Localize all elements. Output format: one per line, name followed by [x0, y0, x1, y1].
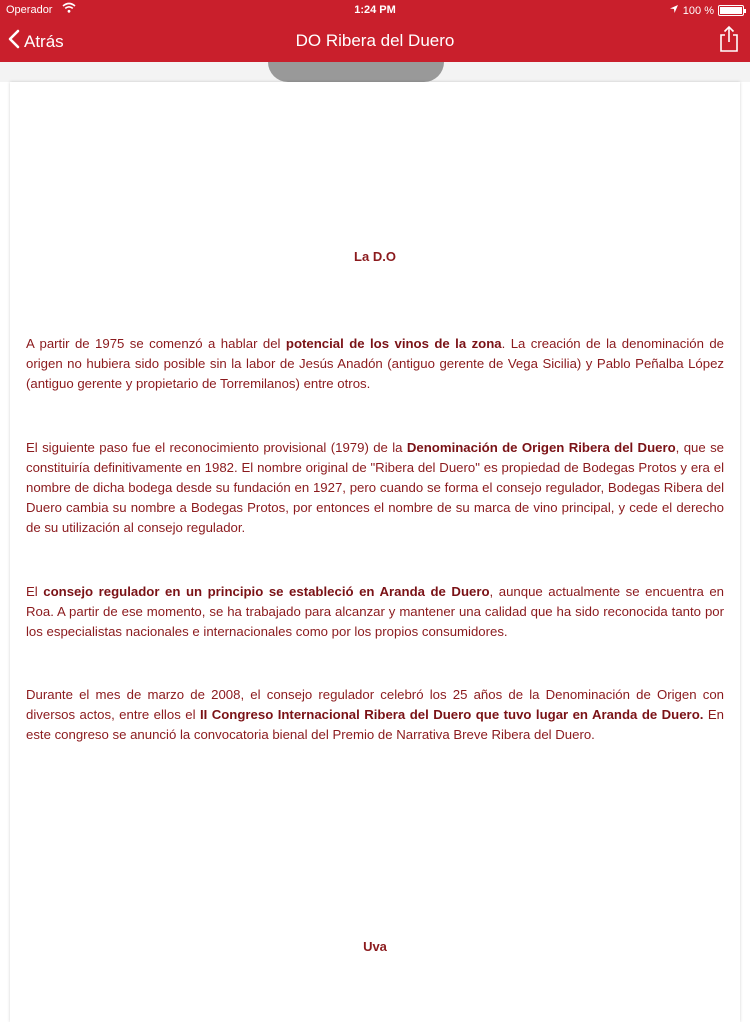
paragraph-3 [26, 582, 724, 642]
paragraph-3-bold: consejo regulador en un principio se estableció en Aranda de Duero [43, 584, 490, 599]
header-image-shape [268, 62, 444, 82]
paragraph-2-bold: Denominación de Origen Ribera del Duero [406, 440, 676, 455]
paragraph-1 [26, 334, 724, 394]
paragraph-2-text-b: , que se constituiría definitivamente en 1982. El nombre original de "Ribera del Duero" es propiedad de Bodegas Protos y era el nombre de dicha bodega desde su fundación en 1927, pero cuando se forma el consejo regulador, Bodegas Ribera del Duero cambia su nombre a Bodegas Protos, por entonces el nombre de su marca de vino principal, y cede el derecho de su utilización al consejo regulador. [26, 440, 724, 535]
paragraph-2 [26, 438, 724, 538]
paragraph-3-text-a: El [26, 584, 44, 599]
section-heading-uva: Uva [363, 939, 387, 954]
top-bar [0, 0, 750, 62]
status-time: 1:24 PM [354, 4, 396, 16]
navigation-bar [0, 20, 750, 62]
paragraph-1-text-a: A partir de 1975 se comenzó a hablar del [26, 336, 286, 351]
battery-percent: 100 % [682, 4, 714, 17]
paragraph-1-text-b: . La creación de la denominación de origen no hubiera sido posible sin la labor de Jesús Anadón (antiguo gerente de Vega Sicilia) y Pablo Peñalba López (antiguo gerente y propietario de Torremilanos) entre otros. [26, 336, 724, 391]
paragraph-4-text-a: Durante el mes de marzo de 2008, el consejo regulador celebró los 25 años de la Denominación de Origen con diversos actos, entre ellos el [26, 687, 724, 722]
paragraph-1-bold: potencial de los vinos de la zona [285, 336, 502, 351]
status-bar [0, 0, 750, 20]
header-image [0, 62, 750, 82]
carrier-label: Operador [6, 4, 53, 16]
paragraph-4-text-b: En este congreso se anunció la convocatoria bienal del Premio de Narrativa Breve Ribera del Duero. [26, 707, 724, 742]
page-title: DO Ribera del Duero [295, 31, 455, 50]
status-right [669, 4, 744, 17]
paragraph-4-bold: II Congreso Internacional Ribera del Duero que tuvo lugar en Aranda de Duero. [199, 707, 704, 722]
share-button[interactable] [718, 25, 740, 58]
battery-icon [718, 5, 744, 16]
paragraph-4 [26, 685, 724, 745]
section-heading-la-do: La D.O [354, 249, 396, 264]
back-label: Atrás [24, 31, 64, 51]
location-icon [669, 4, 679, 17]
share-icon [718, 40, 740, 57]
paragraph-3-text-b: , aunque actualmente se encuentra en Roa. A partir de ese momento, se ha trabajado para alcanzar y mantener una calidad que ha sido reconocida tanto por los especialistas nacionales e internacionales como por los propios consumidores. [26, 584, 725, 639]
article-card [10, 82, 740, 1022]
paragraph-2-text-a: El siguiente paso fue el reconocimiento provisional (1979) de la [26, 440, 407, 455]
